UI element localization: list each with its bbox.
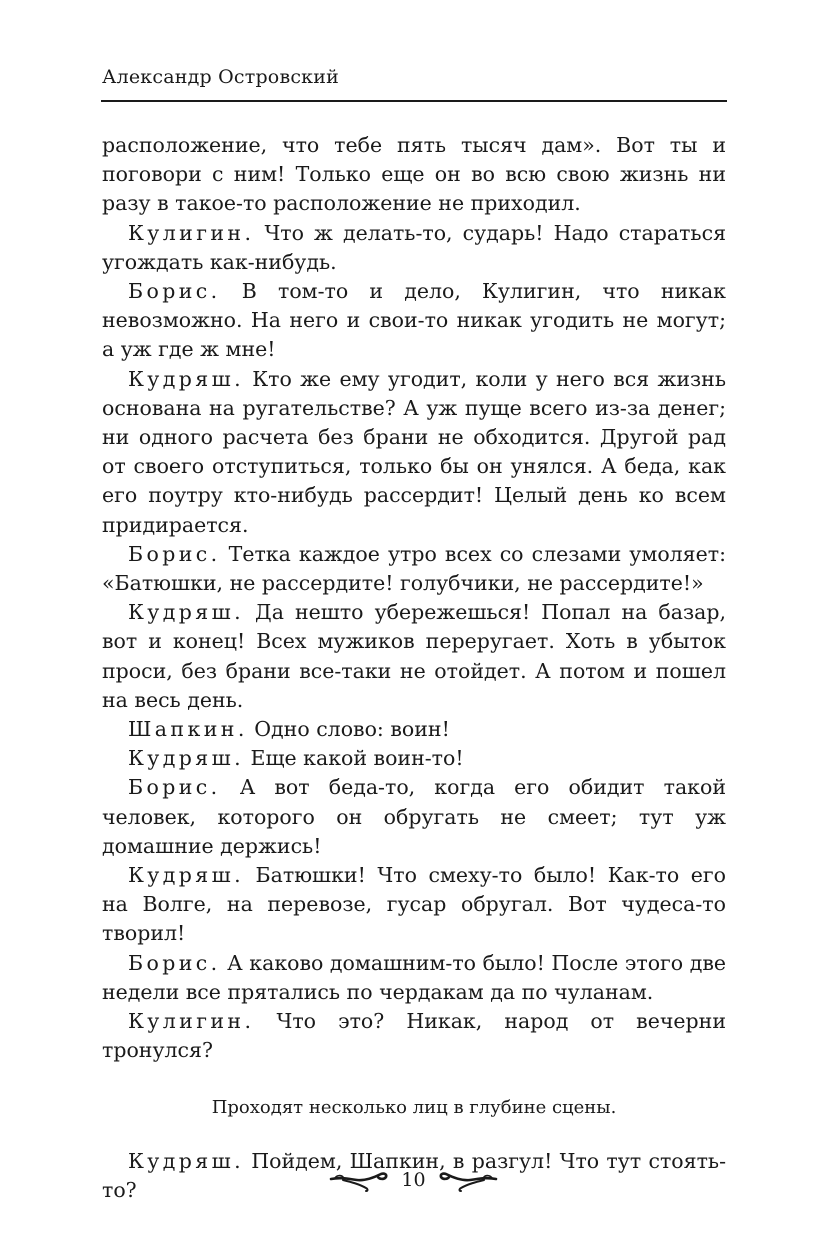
- dialogue-line: [102, 219, 726, 277]
- speaker-name: Кудряш.: [128, 366, 244, 391]
- line-text: В том-то и дело, Кулигин, что никак невозможно. На него и свои-то никак угодить не могут; а уж где ж мне!: [102, 279, 726, 362]
- line-text: Что это? Никак, народ от вечерни тронулся?: [102, 1009, 726, 1063]
- dialogue-line: [102, 1007, 726, 1065]
- header-rule: [101, 100, 727, 102]
- dialogue-line: [102, 365, 726, 540]
- running-head-author: Александр Островский: [102, 66, 339, 88]
- speaker-name: Борис.: [128, 279, 221, 304]
- speaker-name: Кудряш.: [128, 746, 244, 771]
- dialogue-line: [102, 744, 726, 773]
- page-number: 10: [401, 1169, 426, 1191]
- speaker-name: Кудряш.: [128, 600, 244, 625]
- line-text: А каково домашним-то было! После этого две недели все прятались по чердакам да по чуланам.: [102, 950, 726, 1004]
- paragraph-text: расположение, что тебе пять тысяч дам». Вот ты и поговори с ним! Только еще он во всю свою жизнь ни разу в такое-то расположение не приходил.: [102, 133, 726, 216]
- speaker-name: Кулигин.: [128, 1009, 255, 1034]
- speaker-name: Борис.: [128, 775, 221, 800]
- line-text: Кто же ему угодит, коли у него вся жизнь основана на ругательстве? А уж пуще всего из-за денег; ни одного расчета без брани не обходится. Другой рад от своего отступиться, только бы он унялся. А беда, как его поутру кто-нибудь рассердит! Целый день ко всем придирается.: [102, 366, 726, 537]
- stage-direction-text: Проходят несколько лиц в глубине сцены.: [211, 1096, 617, 1118]
- body-text: [102, 131, 726, 1205]
- dialogue-line: [102, 540, 726, 598]
- speaker-name: Кулигин.: [128, 220, 255, 245]
- dialogue-line: [102, 598, 726, 715]
- line-text: Пойдем, Шапкин, в разгул! Что тут стоять-то?: [102, 1148, 726, 1202]
- dialogue-line: [102, 949, 726, 1007]
- page-footer: [0, 1164, 827, 1196]
- stage-direction: [102, 1093, 726, 1122]
- dialogue-line: [102, 861, 726, 949]
- speaker-name: Кудряш.: [128, 1148, 244, 1173]
- dialogue-line: [102, 715, 726, 744]
- line-text: Еще какой воин-то!: [243, 746, 464, 771]
- speaker-name: Борис.: [128, 541, 221, 566]
- line-text: Тетка каждое утро всех со слезами умоляет: «Батюшки, не рассердите! голубчики, не рассердите!»: [102, 541, 726, 596]
- paragraph-continuation: [102, 131, 726, 219]
- speaker-name: Шапкин.: [128, 717, 248, 742]
- dialogue-line: [102, 277, 726, 365]
- line-text: Батюшки! Что смеху-то было! Как-то его на Волге, на перевозе, гусар обругал. Вот чудеса-то творил!: [102, 863, 726, 946]
- line-text: Что ж делать-то, сударь! Надо стараться угождать как-нибудь.: [102, 220, 726, 274]
- dialogue-line: [102, 773, 726, 861]
- line-text: Одно слово: воин!: [247, 717, 450, 742]
- line-text: А вот беда-то, когда его обидит такой человек, которого он обругать не смеет; тут уж домашние держись!: [102, 775, 726, 858]
- right-ornament-icon: [438, 1167, 498, 1193]
- speaker-name: Борис.: [128, 950, 221, 975]
- left-ornament-icon: [329, 1167, 389, 1193]
- line-text: Да нешто убережешься! Попал на базар, вот и конец! Всех мужиков переругает. Хоть в убыток проси, без брани все-таки не отойдет. А потом и пошел на весь день.: [102, 600, 726, 712]
- speaker-name: Кудряш.: [128, 863, 244, 888]
